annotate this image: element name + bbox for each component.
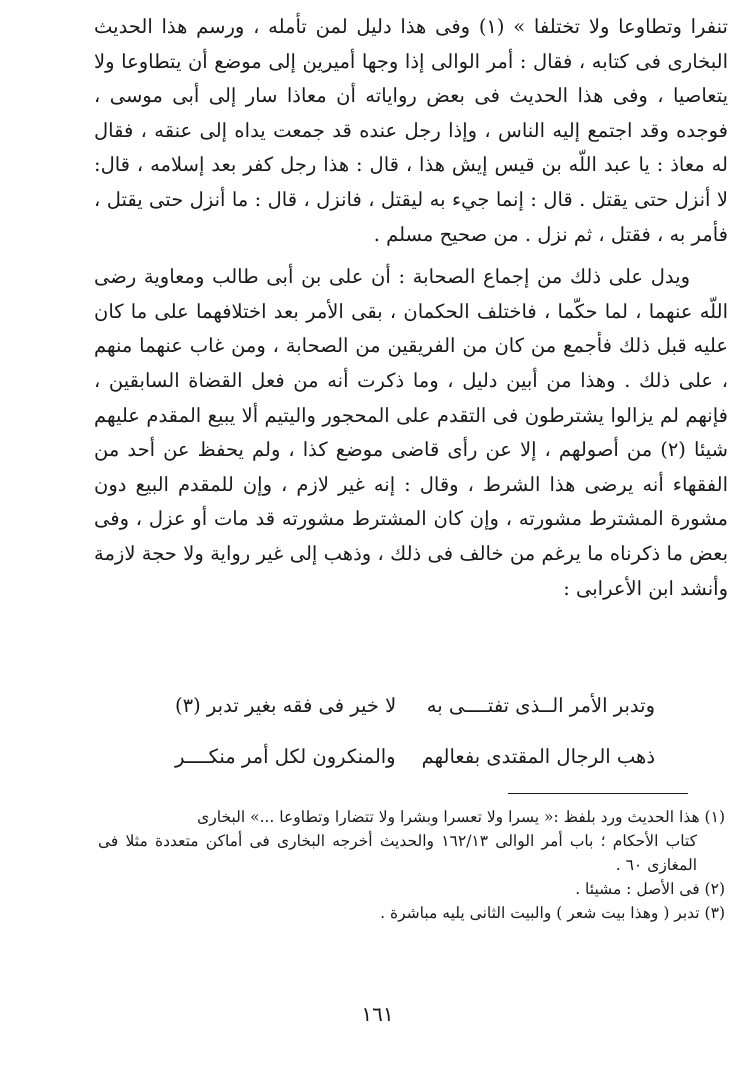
- verse-1-second-hemistich: لا خير فى فقه بغير تدبر (٣): [175, 694, 397, 717]
- paragraph-2: ويدل على ذلك من إجماع الصحابة : أن على بن أبى طالب ومعاوية رضى اللّه عنهما ، لما حكّما ، فاختلف الحكمان ، بقى الأمر بعد اختلافهما على ما كان عليه قبل ذلك فأجمع من كان من الفريقين من الصحابة ، ومن غاب عنهما منهم ، على ذلك . وهذا من أبين دليل ، وما ذكرت أنه من فعل القضاة السابقين ، فإنهم لم يزالوا يشترطون فى التقدم على المحجور واليتيم ألا يبيع المقدم عليهم شيئا (٢) من أصولهم ، إلا عن رأى قاضى موضع كذا ، ولم يحفظ عن أحد من الفقهاء أنه يرضى هذا الشرط ، وقال : إنه غير لازم ، وإن للمقدم البيع دون مشورة المشترط مشورته ، وإن كان المشترط مشورته قد مات أو عزل ، وفى بعض ما ذكرناه ما يرغم من خالف فى ذلك ، وذهب إلى غير رواية ولا حجة لازمة وأنشد ابن الأعرابى :: [94, 265, 728, 600]
- footnote-1-continuation: كتاب الأحكام ؛ باب أمر الوالى ١٦٢/١٣ والحديث أخرجه البخارى فى أماكن متعددة مثلا فى المغازى ٦٠ .: [98, 832, 697, 874]
- footnote-1: (١) هذا الحديث ورد بلفظ :« يسرا ولا تعسرا وبشرا ولا تتضارا وتطاوعا ...» البخارى: [197, 808, 725, 826]
- poem-verse-2: [175, 745, 655, 779]
- footnote-3: (٣) تدبر ( وهذا بيت شعر ) والبيت الثانى يليه مباشرة .: [380, 904, 725, 922]
- verse-2-first-hemistich: ذهب الرجال المقتدى بفعالهم: [421, 745, 655, 768]
- paragraph-1: تنفرا وتطاوعا ولا تختلفا » (١) وفى هذا دليل لمن تأمله ، ورسم هذا الحديث البخارى فى كتابه ، فقال : أمر الوالى إذا وجها أميرين إلى موضع أن يتطاوعا ولا يتعاصيا ، وفى هذا الحديث فى بعض رواياته أن معاذا سار إلى أبى موسى ، فوجده وقد اجتمع إليه الناس ، وإذا رجل عنده قد جمعت يداه إلى عنقه ، فقال له معاذ : يا عبد اللّه بن قيس إيش هذا ، قال : هذا رجل كفر بعد إسلامه ، قال: لا أنزل حتى يقتل . قال : إنما جيء به ليقتل ، فانزل ، قال : ما أنزل حتى يقتل ، فأمر به ، فقتل ، ثم نزل . من صحيح مسلم .: [94, 15, 728, 246]
- footnotes: [98, 805, 725, 925]
- footnote-2: (٢) فى الأصل : مشيئا .: [575, 880, 725, 898]
- verse-2-second-hemistich: والمنكرون لكل أمر منكــــر: [175, 745, 396, 768]
- page-number: ١٦١: [361, 1002, 394, 1026]
- footnote-separator: [508, 793, 688, 794]
- verse-1-first-hemistich: وتدبر الأمر الــذى تفتــــى به: [426, 694, 655, 717]
- poem-verse-1: [175, 694, 655, 728]
- main-text: [94, 10, 728, 606]
